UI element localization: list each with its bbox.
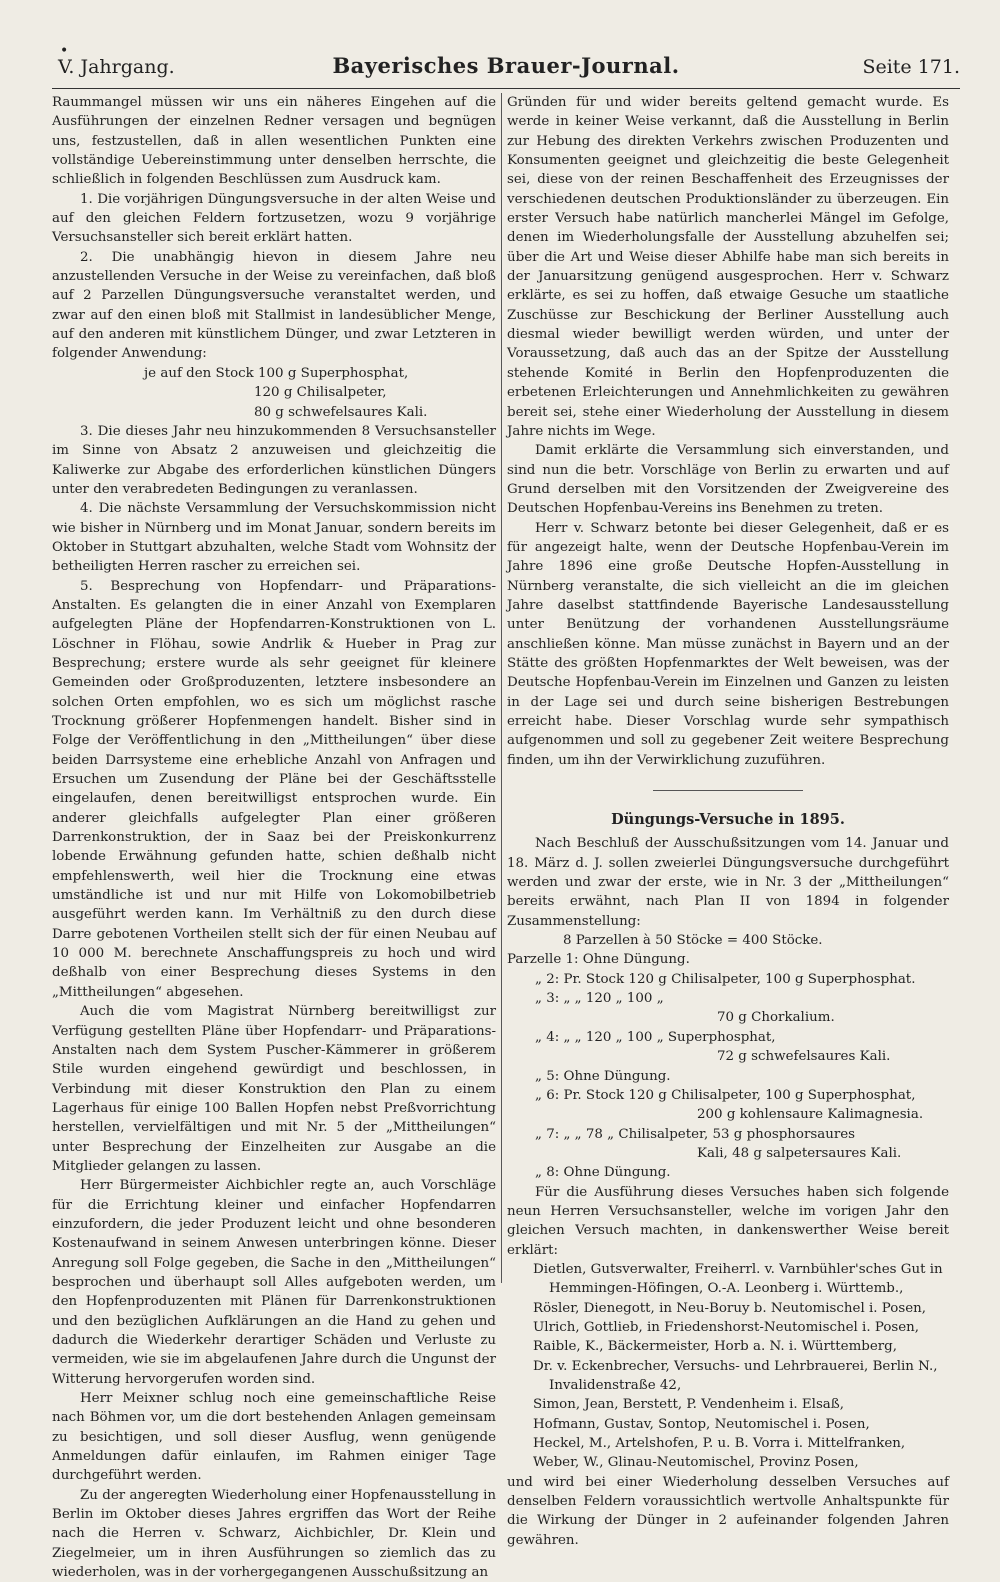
left-column [52, 93, 496, 1581]
trial-plan [507, 931, 949, 1182]
header-dot: • [60, 43, 69, 59]
paragraph: Herr Bürgermeister Aichbichler regte an, auch Vorschläge für die Errichtung kleiner und einfacher Hopfendarren einzufordern, die jeder Produzent leicht und ohne besonderen Kostenaufwand in seinem Anwesen unterbringen könne. Dieser Anregung soll Folge gegeben, die Sache in den „Mittheilungen“ besprochen und überhaupt soll Alles aufgeboten werden, um den Hopfenproduzenten mit Plänen für Darrenkonstruktionen und den bezüglichen Aufklärungen an die Hand zu gehen und dadurch die Wiederkehr derartiger Schäden und Verluste zu vermeiden, wie sie im abgelaufenen Jahre durch die Ungunst der Witterung hervorgerufen worden sind. [52, 1178, 496, 1387]
plan-line: Kali, 48 g salpetersaures Kali. [697, 1145, 902, 1161]
participant: Weber, W., Glinau-Neutomischel, Provinz Posen, [533, 1455, 859, 1471]
resolution-5: 5. Besprechung von Hopfendarr- und Präparations-Anstalten. Es gelangten die in einer Anzahl von Exemplaren aufgelegten Pläne der Hopfendarren-Konstruktionen von L. Löschner in Flöhau, sowie Andrlik & Hueber in Prag zur Besprechung; erstere wurde als sehr geeignet für kleinere Gemeinden oder Großproduzenten, letztere insbesondere an solchen Orten empfohlen, wo es sich um möglichst rasche Trocknung größerer Hopfenmengen handelt. Bisher sind in Folge der Veröffentlichung in den „Mittheilungen“ über diese beiden Darrsysteme eine erhebliche Anzahl von Anfragen und Ersuchen um Zusendung der Pläne bei der Geschäftsstelle eingelaufen, denen bereitwilligst entsprochen wurde. Ein anderer gleichfalls aufgelegter Plan einer größeren Darrenkonstruktion, der in Saaz bei der Preiskonkurrenz lobende Erwähnung gefunden hatte, schien deßhalb nicht empfehlenswerth, weil hier die Trocknung eine etwas umständliche ist und nur mit Hilfe von Lokomobilbetrieb ausgeführt werden kann. Im Verhältniß zu den durch diese Darre gebotenen Vortheilen stellt sich der für einen Neubau auf 10 000 M. berechnete Anschaffungspreis zu hoch und wird deßhalb von einer Besprechung dieses Systems in den „Mittheilungen“ abgesehen. [52, 578, 496, 1000]
plan-line: 200 g kohlensaure Kalimagnesia. [697, 1107, 924, 1123]
participant: Hofmann, Gustav, Sontop, Neutomischel i. Posen, [533, 1416, 870, 1432]
participant: Heckel, M., Artelshofen, P. u. B. Vorra i. Mittelfranken, [533, 1436, 906, 1452]
plan-line: „ 2: Pr. Stock 120 g Chilisalpeter, 100 g Superphosphat. [535, 971, 916, 987]
paragraph: Für die Ausführung dieses Versuches haben sich folgende neun Herren Versuchsansteller, welche im vorigen Jahr den gleichen Versuch machten, in dankenswerther Weise bereit erklärt: [507, 1184, 949, 1258]
paragraph: Damit erklärte die Versammlung sich einverstanden, und sind nun die betr. Vorschläge von Berlin zu erwarten und auf Grund derselben mit den Vorsitzenden der Zweigvereine des Deutschen Hopfenbau-Vereins ins Benehmen zu treten. [507, 443, 949, 517]
plan-line: 8 Parzellen à 50 Stöcke = 400 Stöcke. [563, 933, 823, 949]
plan-line: 72 g schwefelsaures Kali. [717, 1049, 891, 1065]
participant: Dr. v. Eckenbrecher, Versuchs- und Lehrbrauerei, Berlin N., Invalidenstraße 42, [533, 1358, 938, 1393]
participant: Rösler, Dienegott, in Neu-Boruy b. Neutomischel i. Posen, [533, 1300, 927, 1316]
plan-line: Parzelle 1: Ohne Düngung. [507, 952, 690, 968]
plan-line: „ 4: „ „ 120 „ 100 „ Superphosphat, [535, 1029, 776, 1045]
paragraph: und wird bei einer Wiederholung desselben Versuches auf denselben Feldern voraussichtlich wertvolle Anhaltspunkte für die Wirkung der Dünger in 2 aufeinander folgenden Jahren gewähren. [507, 1474, 949, 1548]
paragraph: Nach Beschluß der Ausschußsitzungen vom 14. Januar und 18. März d. J. sollen zweierlei Düngungsversuche durchgeführt werden und zwar der erste, wie in Nr. 3 der „Mittheilungen“ bereits erwähnt, nach Plan II von 1894 in folgender Zusammenstellung: [507, 836, 949, 929]
recipe-line: je auf den Stock 100 g Superphosphat, [144, 365, 409, 381]
right-column [507, 93, 949, 1548]
resolution-2: 2. Die unabhängig hievon in diesem Jahre neu anzustellenden Versuche in der Weise zu vereinfachen, daß bloß auf 2 Parzellen Düngungsversuche veranstaltet werden, und zwar auf den einen bloß mit Stallmist in landesüblicher Menge, auf den anderen mit künstlichem Dünger, und zwar Letzteren in folgender Anwendung: [52, 249, 496, 362]
resolution-4: 4. Die nächste Versammlung der Versuchskommission nicht wie bisher in Nürnberg und im Monat Januar, sondern bereits im Oktober in Stuttgart abzuhalten, welche Stadt vom Wohnsitz der betheiligten Herren rascher zu erreichen sei. [52, 501, 496, 575]
paragraph: Raummangel müssen wir uns ein näheres Eingehen auf die Ausführungen der einzelnen Redner versagen und begnügen uns, festzustellen, daß in allen wesentlichen Punkten eine vollständige Uebereinstimmung unter denselben herrschte, die schließlich in folgenden Beschlüssen zum Ausdruck kam. [52, 95, 496, 188]
resolution-1: 1. Die vorjährigen Düngungsversuche in der alten Weise und auf den gleichen Feldern fortzusetzen, wozu 9 vorjährige Versuchsansteller sich bereit erklärt hatten. [52, 191, 496, 246]
recipe-line: 120 g Chilisalpeter, [254, 385, 387, 401]
recipe-line: 80 g schwefelsaures Kali. [254, 404, 428, 420]
page-header [52, 43, 960, 86]
resolution-3: 3. Die dieses Jahr neu hinzukommenden 8 Versuchsansteller im Sinne von Absatz 2 anzuweisen und gleichzeitig die Kaliwerke zur Abgabe des erforderlichen künstlichen Düngers unter den verabredeten Bedingungen zu veranlassen. [52, 423, 496, 497]
participant: Ulrich, Gottlieb, in Friedenshorst-Neutomischel i. Posen, [533, 1319, 920, 1335]
plan-line: „ 6: Pr. Stock 120 g Chilisalpeter, 100 g Superphosphat, [535, 1087, 916, 1103]
plan-line: „ 7: „ „ 78 „ Chilisalpeter, 53 g phosphorsaures [535, 1126, 856, 1142]
participant: Dietlen, Gutsverwalter, Freiherrl. v. Varnbühler'sches Gut in Hemmingen-Höfingen, O.-A. Leonberg i. Württemb., [533, 1261, 943, 1297]
column-divider [501, 93, 502, 1283]
fertilizer-recipe [52, 364, 496, 422]
volume-label: V. Jahrgang. [58, 56, 175, 78]
participant: Simon, Jean, Berstett, P. Vendenheim i. Elsaß, [533, 1397, 844, 1413]
page-number: Seite 171. [862, 56, 960, 78]
section-heading: Düngungs-Versuche in 1895. [611, 811, 845, 829]
section-rule [653, 790, 803, 791]
paragraph: Herr Meixner schlug noch eine gemeinschaftliche Reise nach Böhmen vor, um die dort bestehenden Anlagen gemeinsam zu besichtigen, und soll dieser Ausflug, wenn genügende Anmeldungen dafür einlaufen, im Rahmen einiger Tage durchgeführt werden. [52, 1391, 496, 1484]
header-rule [52, 88, 960, 89]
participant-list [507, 1260, 949, 1473]
plan-line: „ 8: Ohne Düngung. [535, 1165, 671, 1181]
plan-line: „ 5: Ohne Düngung. [535, 1068, 671, 1084]
paragraph: Gründen für und wider bereits geltend gemacht wurde. Es werde in keiner Weise verkannt, daß die Ausstellung in Berlin zur Hebung des direkten Verkehrs zwischen Produzenten und Konsumenten geeignet und gleichzeitig die beste Gelegenheit sei, diese von der reinen Beschaffenheit des Erzeugnisses der verschiedenen deutschen Produktionsländer zu überzeugen. Ein erster Versuch habe natürlich mancherlei Mängel im Gefolge, denen im Wiederholungsfalle der Ausstellung abzuhelfen sei; über die Art und Weise dieser Abhilfe habe man sich bereits in der Januarsitzung genügend ausgesprochen. Herr v. Schwarz erklärte, es sei zu hoffen, daß etwaige Gesuche um staatliche Zuschüsse zur Beschickung der Berliner Ausstellung auch diesmal wieder bewilligt werden würden, und unter der Voraussetzung, daß auch das an der Spitze der Ausstellung stehende Komité in Berlin den Hopfenproduzenten die erbetenen Erleichterungen und Annehmlichkeiten zu gewähren bereit sei, stehe einer Wiederholung der Ausstellung in diesem Jahre nichts im Wege. [507, 95, 949, 439]
paragraph: Herr v. Schwarz betonte bei dieser Gelegenheit, daß er es für angezeigt halte, wenn der Deutsche Hopfenbau-Verein im Jahre 1896 eine große Deutsche Hopfen-Ausstellung in Nürnberg veranstalte, die sich vielleicht an die im gleichen Jahre daselbst stattfindende Bayerische Landesausstellung unter Benützung der vorhandenen Ausstellungsräume anschließen könne. Man müsse zunächst in Bayern und an der Stätte des größten Hopfenmarktes der Welt beweisen, was der Deutsche Hopfenbau-Verein im Einzelnen und Ganzen zu leisten in der Lage sei und durch seine bisherigen Bestrebungen erreicht habe. Dieser Vorschlag wurde sehr sympathisch aufgenommen und soll zu gegebener Zeit weitere Besprechung finden, um ihn der Verwirklichung zuzuführen. [507, 520, 949, 768]
journal-title: Bayerisches Brauer-Journal. [332, 53, 680, 78]
plan-line: „ 3: „ „ 120 „ 100 „ [535, 991, 664, 1007]
plan-line: 70 g Chorkalium. [717, 1010, 835, 1026]
paragraph: Auch die vom Magistrat Nürnberg bereitwilligst zur Verfügung gestellten Pläne über Hopfendarr- und Präparations-Anstalten nach dem System Puscher-Kämmerer in größerem Stile wurden eingehend gewürdigt und beschlossen, in Verbindung mit dieser Konstruktion den Plan zu einem Lagerhaus für einige 100 Ballen Hopfen nebst Preßvorrichtung herstellen, vervielfältigen und mit Nr. 5 der „Mittheilungen“ unter Besprechung der Einzelheiten zur Ausgabe an die Mitglieder gelangen zu lassen. [52, 1004, 496, 1174]
participant: Raible, K., Bäckermeister, Horb a. N. i. Württemberg, [533, 1339, 897, 1355]
paragraph: Zu der angeregten Wiederholung einer Hopfenausstellung in Berlin im Oktober dieses Jahres ergriffen das Wort der Reihe nach die Herren v. Schwarz, Aichbichler, Dr. Klein und Ziegelmeier, um in ihren Ausführungen so ziemlich das zu wiederholen, was in der vorhergegangenen Ausschußsitzung an [52, 1487, 496, 1581]
